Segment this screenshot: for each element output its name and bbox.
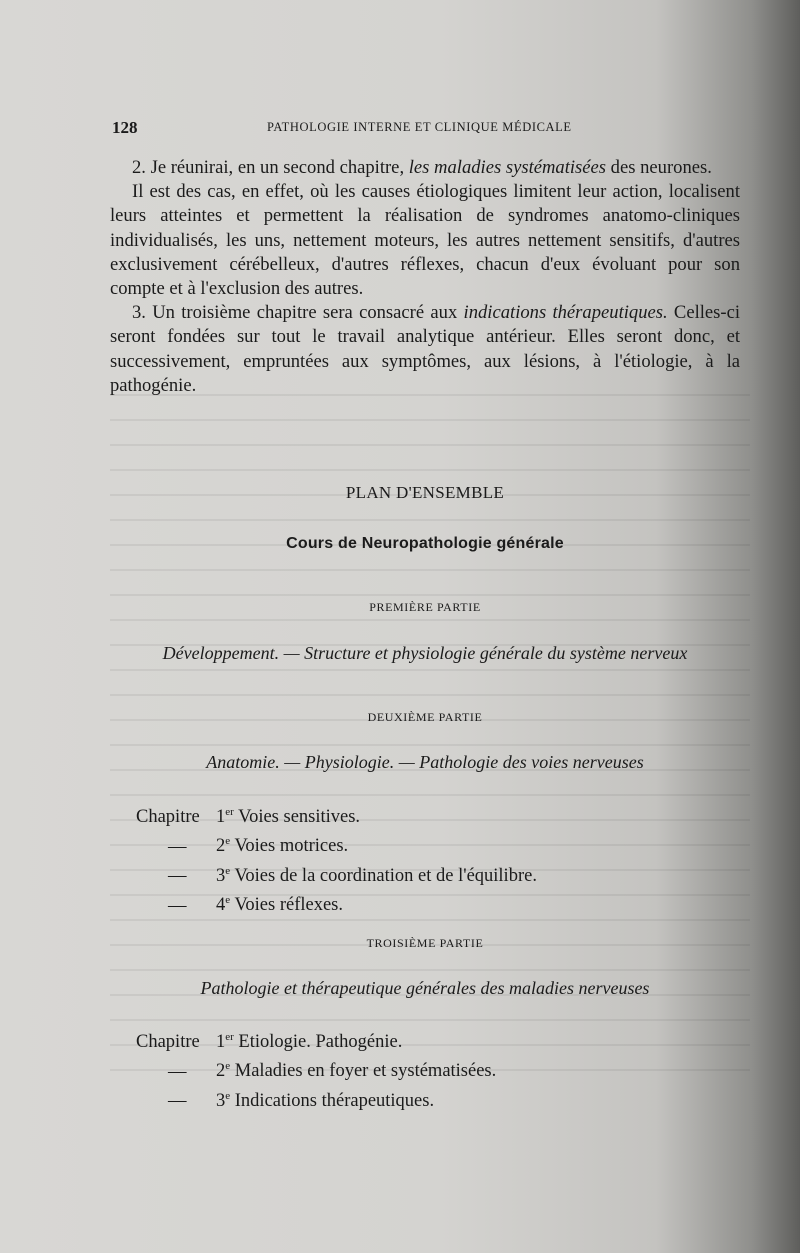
part-title: Anatomie. — Physiologie. — Pathologie des voies nerveuses	[206, 752, 644, 772]
chapter-row: — 2e Voies motrices.	[168, 835, 349, 857]
chapter-row: — 3e Indications thérapeutiques.	[168, 1089, 435, 1112]
chapter-row: — 2e Maladies en foyer et systématisées.	[168, 1060, 497, 1082]
chapter-list	[136, 800, 537, 918]
chapter-row: — 4e Voies réflexes.	[168, 894, 344, 916]
body-text	[110, 156, 740, 398]
part-label: TROISIÈME PARTIE	[366, 936, 484, 950]
chapter-row: — 3e Voies de la coordination et de l'équilibre.	[168, 864, 537, 887]
page-header	[112, 118, 742, 140]
page-number: 128	[112, 118, 138, 137]
chapter-list	[136, 1025, 496, 1113]
chapter-row: Chapitre 1er Etiologie. Pathogénie.	[136, 1031, 403, 1053]
paragraph: Il est des cas, en effet, où les causes étiologiques limitent leur action, localisent leurs atteintes et permettent la réalisation de syndromes anatomo-cliniques individualisés, les uns, nettement moteurs, les autres nettement sensitifs, d'autres exclusivement cérébelleux, d'autres réflexes, chacun d'eux évoluant pour son compte et à l'exclusion des autres.	[110, 181, 740, 300]
paragraph: 2. Je réunirai, en un second chapitre, les maladies systématisées des neurones.	[132, 157, 712, 178]
course-title: Cours de Neuropathologie générale	[286, 535, 564, 552]
part-label: DEUXIÈME PARTIE	[367, 710, 483, 724]
plan-title: PLAN D'ENSEMBLE	[345, 483, 505, 502]
paragraph: 3. Un troisième chapitre sera consacré aux indications thérapeutiques. Celles-ci seront fondées sur tout le travail analytique antérieur. Elles seront donc, et successivement, empruntées aux symptômes, aux lésions, à l'étiologie, à la pathogénie.	[110, 302, 741, 396]
part-title: Pathologie et thérapeutique générales des maladies nerveuses	[200, 978, 650, 998]
part-title: Développement. — Structure et physiologie générale du système nerveux	[162, 643, 688, 663]
part-label: PREMIÈRE PARTIE	[369, 600, 481, 614]
running-head: PATHOLOGIE INTERNE ET CLINIQUE MÉDICALE	[267, 120, 572, 134]
chapter-row: Chapitre 1er Voies sensitives.	[136, 806, 361, 828]
